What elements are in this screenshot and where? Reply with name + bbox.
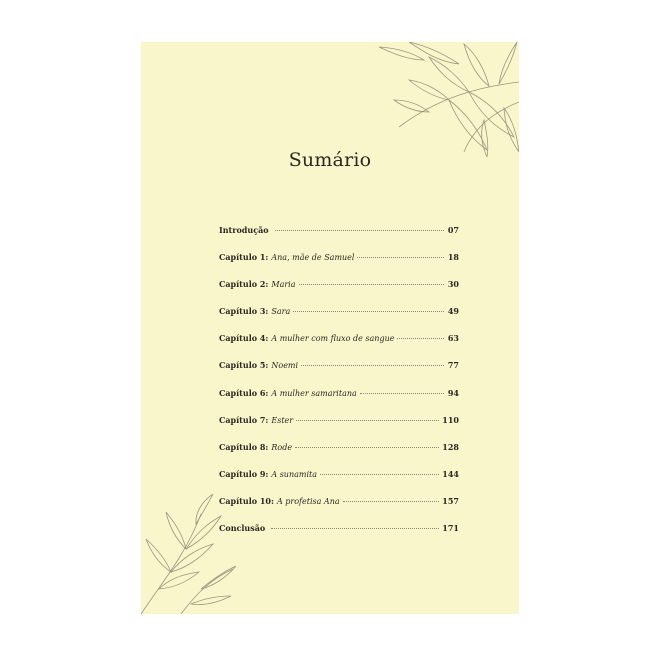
entry-page-number: 30 [447,279,459,290]
entry-subtitle: A mulher samaritana [271,388,357,398]
entry-subtitle: Ana, mãe de Samuel [271,253,355,263]
entry-subtitle: Maria [271,280,296,290]
entry-page-number: 128 [442,441,459,452]
entry-subtitle: Noemi [271,361,299,371]
dot-leader [275,230,444,231]
toc-entry-capitulo-4 [219,333,459,360]
dot-leader [271,528,439,529]
entry-label: Capítulo 8: [219,441,269,452]
entry-page-number: 171 [442,523,459,534]
entry-subtitle: Ester [271,415,294,425]
entry-label: Capítulo 10: [219,495,274,506]
entry-label: Introdução [219,225,269,235]
entry-subtitle: A mulher com fluxo de sangue [271,334,395,344]
toc-entry-capitulo-7 [219,415,459,442]
table-of-contents [219,225,459,550]
entry-page-number: 63 [447,333,459,344]
book-page [141,42,519,614]
entry-label: Capítulo 2: [219,279,269,290]
toc-entry-capitulo-10 [219,496,459,523]
toc-entry-capitulo-9 [219,469,459,496]
entry-page-number: 18 [447,252,459,263]
entry-label: Capítulo 6: [219,387,269,398]
entry-page-number: 77 [447,360,459,371]
entry-page-number: 49 [447,306,459,317]
toc-entry-capitulo-2 [219,279,459,306]
dot-leader [343,501,440,502]
entry-label: Capítulo 1: [219,252,269,263]
dot-leader [360,393,444,394]
entry-label: Capítulo 4: [219,333,269,344]
entry-page-number: 144 [442,468,459,479]
dot-leader [299,284,445,285]
dot-leader [296,420,439,421]
dot-leader [293,311,444,312]
leaf-branch-top-right-icon [369,42,519,157]
dot-leader [320,474,439,475]
entry-page-number: 110 [442,414,459,425]
entry-label: Capítulo 9: [219,468,269,479]
entry-page-number: 07 [447,225,459,235]
toc-entry-capitulo-8 [219,442,459,469]
toc-entry-capitulo-6 [219,388,459,415]
dot-leader [295,447,439,448]
entry-label: Capítulo 3: [219,306,269,317]
toc-entry-capitulo-5 [219,360,459,387]
entry-label: Capítulo 5: [219,360,269,371]
toc-entry-introducao [219,225,459,252]
page-title: Sumário [288,149,372,171]
entry-label: Capítulo 7: [219,414,269,425]
entry-subtitle: Sara [271,307,291,317]
entry-page-number: 94 [447,387,459,398]
entry-label: Conclusão [219,523,266,534]
entry-subtitle: A sunamita [271,469,318,479]
entry-page-number: 157 [442,495,459,506]
entry-subtitle: Rode [271,442,293,452]
entry-subtitle: A profetisa Ana [276,496,340,506]
dot-leader [301,365,444,366]
toc-entry-capitulo-3 [219,306,459,333]
toc-entry-capitulo-1 [219,252,459,279]
dot-leader [397,338,444,339]
toc-entry-conclusao [219,523,459,550]
dot-leader [357,257,444,258]
